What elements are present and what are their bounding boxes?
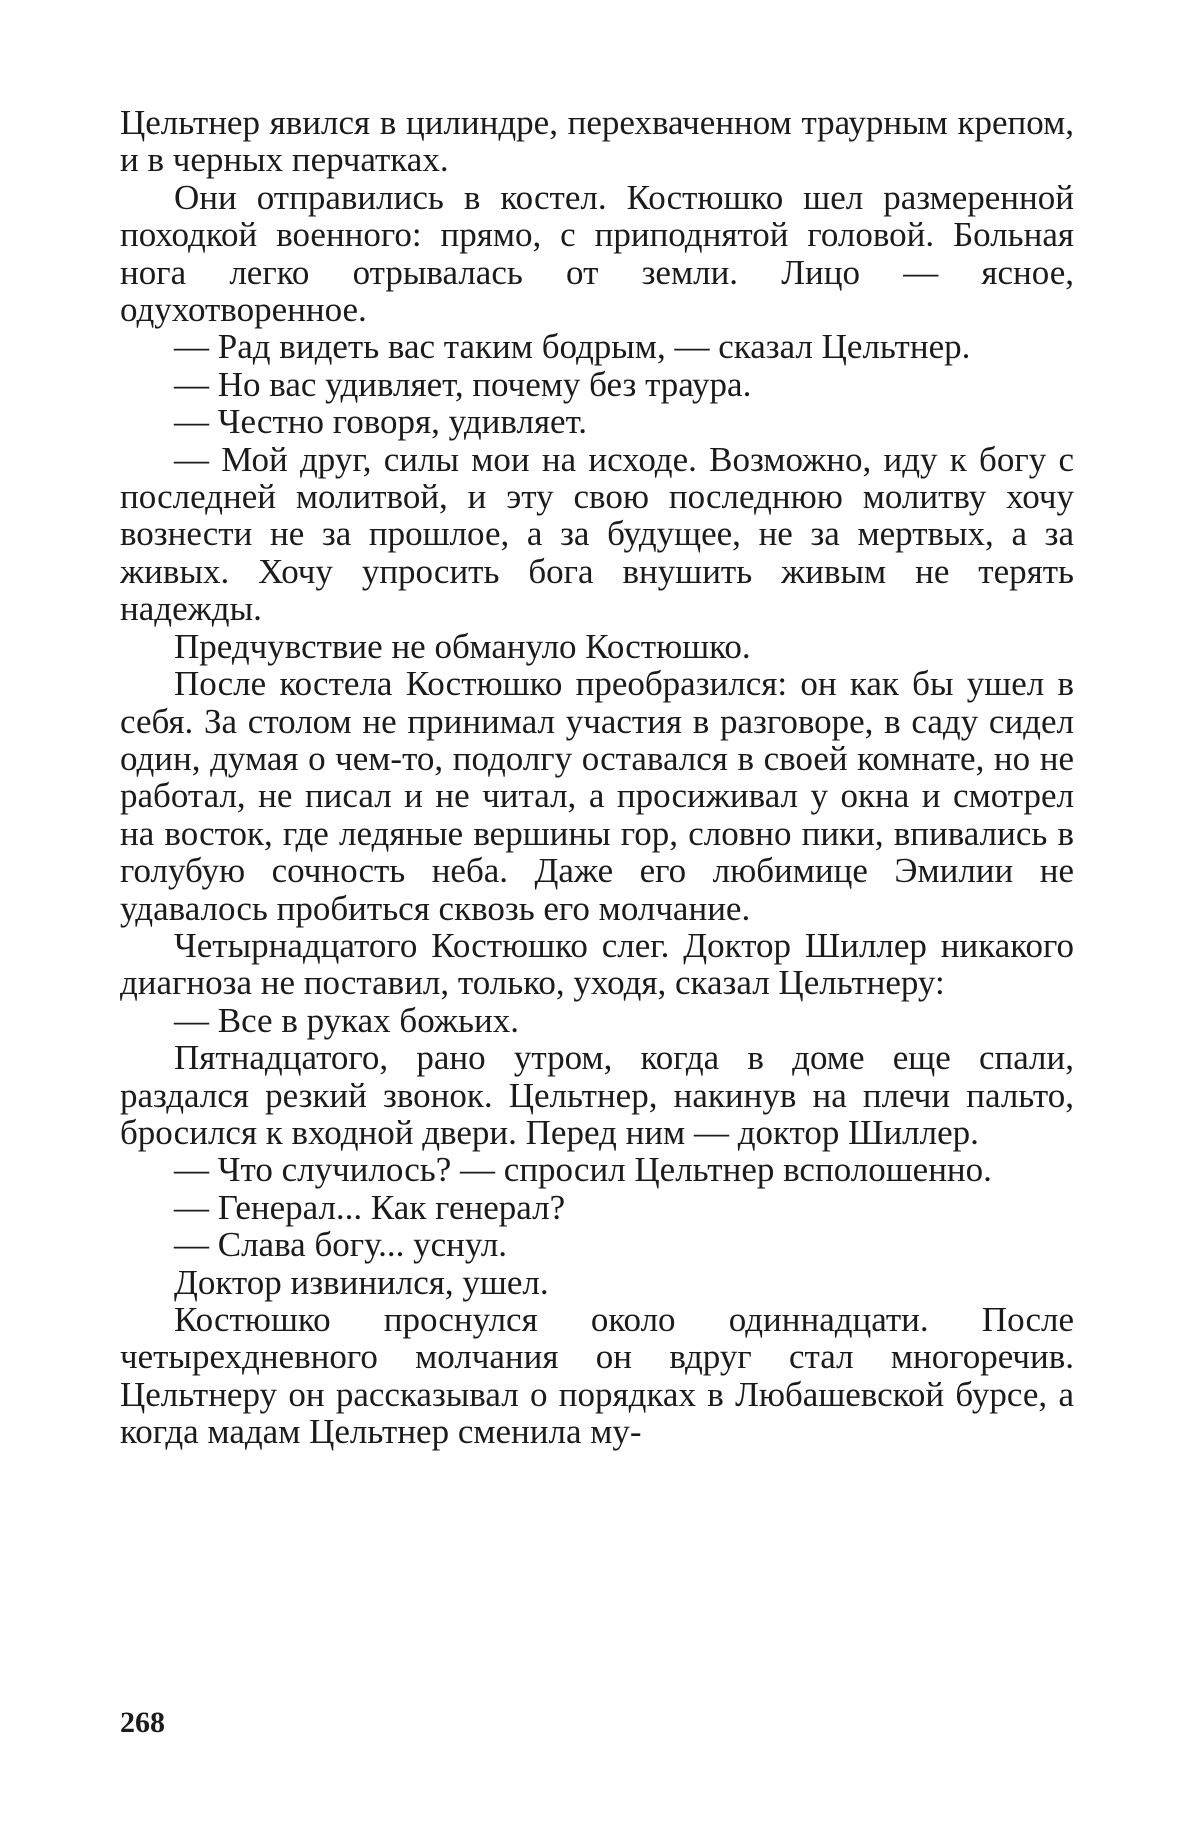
dialogue-line: — Генерал... Как генерал? [174, 1187, 566, 1227]
paragraph: После костела Костюшко преобразился: он как бы ушел в себя. За столом не принимал участия в разговоре, в саду сидел один, думая о чем-то, подолгу оставался в своей комнате, но не работал, не писал и не читал, а просиживал у окна и смотрел на восток, где ледяные вершины гор, словно пики, впивались в голубую сочность неба. Даже его любимице Эмилии не удавалось пробиться сквозь его молчание. [120, 664, 1074, 928]
page-body [120, 104, 1074, 1744]
dialogue-line: — Все в руках божьих. [174, 1000, 519, 1040]
dialogue-line: — Честно говоря, удивляет. [174, 402, 587, 442]
dialogue-line: — Слава богу... уснул. [174, 1225, 508, 1265]
paragraph: Костюшко проснулся около одиннадцати. После четырехдневного молчания он вдруг стал многоречив. Цельтнеру он рассказывал о порядках в Любашевской бурсе, а когда мадам Цельтнер сменила му- [120, 1300, 1074, 1452]
paragraph: Доктор извинился, ушел. [174, 1262, 549, 1302]
paragraph: Они отправились в костел. Костюшко шел размеренной походкой военного: прямо, с приподнятой головой. Больная нога легко отрывалась от земли. Лицо — ясное, одухотворенное. [120, 177, 1074, 330]
paragraph: Предчувствие не обмануло Костюшко. [174, 626, 751, 666]
dialogue-line: — Но вас удивляет, почему без траура. [174, 364, 752, 404]
dialogue-line: — Мой друг, силы мои на исходе. Возможно, иду к богу с последней молитвой, и эту свою последнюю молитву хочу вознести не за прошлое, а за будущее, не за мертвых, а за живых. Хочу упросить бога внушить живым не терять надежды. [120, 439, 1074, 629]
page-number: 268 [120, 1706, 165, 1739]
paragraph: Четырнадцатого Костюшко слег. Доктор Шиллер никакого диагноза не поставил, только, уходя, сказал Цельтнеру: [120, 925, 1074, 1003]
dialogue-line: — Что случилось? — спросил Цельтнер всполошенно. [174, 1150, 992, 1190]
paragraph: Цельтнер явился в цилиндре, перехваченном траурным крепом, и в черных перчатках. [120, 104, 1074, 180]
dialogue-line: — Рад видеть вас таким бодрым, — сказал Цельтнер. [174, 327, 971, 367]
paragraph: Пятнадцатого, рано утром, когда в доме еще спали, раздался резкий звонок. Цельтнер, накинув на плечи пальто, бросился к входной двери. Перед ним — доктор Шиллер. [120, 1038, 1074, 1152]
